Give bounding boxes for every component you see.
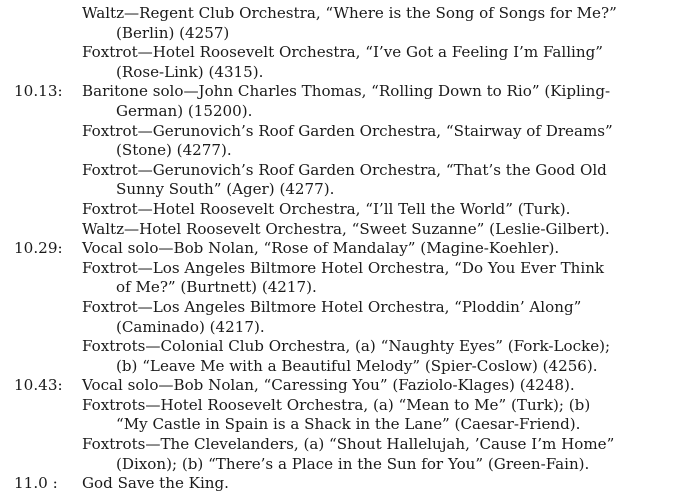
programme-entry (0, 161, 700, 200)
programme-entry (0, 435, 700, 474)
entry-line: Vocal solo—Bob Nolan, “Caressing You” (Faziolo-Klages) (4248). (82, 376, 575, 395)
entry-line: Foxtrot—Gerunovich’s Roof Garden Orchestra, “That’s the Good Old (82, 160, 607, 179)
entry-line: Foxtrot—Gerunovich’s Roof Garden Orchestra, “Stairway of Dreams” (82, 121, 613, 140)
time-stamp: 11.0 : (14, 474, 58, 493)
programme-listing (0, 4, 700, 494)
entry-line: (b) “Leave Me with a Beautiful Melody” (Spier-Coslow) (4256). (116, 356, 598, 375)
entry-line: God Save the King. (82, 474, 229, 493)
programme-entry (0, 376, 700, 396)
entry-line: Waltz—Regent Club Orchestra, “Where is the Song of Songs for Me?” (82, 4, 617, 22)
programme-entry (0, 259, 700, 298)
entry-line: of Me?” (Burtnett) (4217). (116, 278, 317, 297)
programme-entry (0, 298, 700, 337)
programme-entry (0, 239, 700, 259)
entry-line: Foxtrots—The Clevelanders, (a) “Shout Hallelujah, ’Cause I’m Home” (82, 435, 615, 454)
time-stamp: 10.43: (14, 376, 63, 395)
entry-line: Sunny South” (Ager) (4277). (116, 180, 335, 199)
entry-line: (Berlin) (4257) (116, 23, 230, 42)
entry-line: Foxtrots—Hotel Roosevelt Orchestra, (a) “Mean to Me” (Turk); (b) (82, 395, 591, 414)
entry-line: (Rose-Link) (4315). (116, 62, 264, 81)
programme-entry (0, 220, 700, 240)
programme-entry (0, 474, 700, 494)
entry-line: Foxtrot—Los Angeles Biltmore Hotel Orchestra, “Ploddin’ Along” (82, 297, 582, 316)
time-stamp: 10.13: (14, 82, 63, 101)
entry-line: (Caminado) (4217). (116, 317, 265, 336)
entry-line: (Dixon); (b) “There’s a Place in the Sun for You” (Green-Fain). (116, 454, 590, 473)
entry-line: Baritone solo—John Charles Thomas, “Rolling Down to Rio” (Kipling- (82, 82, 611, 101)
programme-entry (0, 82, 700, 121)
entry-line: Foxtrots—Colonial Club Orchestra, (a) “Naughty Eyes” (Fork-Locke); (82, 337, 611, 356)
entry-line: “My Castle in Spain is a Shack in the Lane” (Caesar-Friend). (116, 415, 581, 434)
time-stamp: 10.29: (14, 239, 63, 258)
entry-line: German) (15200). (116, 101, 253, 120)
entry-line: Foxtrot—Los Angeles Biltmore Hotel Orchestra, “Do You Ever Think (82, 258, 605, 277)
entry-line: (Stone) (4277). (116, 141, 232, 160)
entry-line: Foxtrot—Hotel Roosevelt Orchestra, “I’ve Got a Feeling I’m Falling” (82, 43, 603, 62)
entry-line: Vocal solo—Bob Nolan, “Rose of Mandalay” (Magine-Koehler). (82, 239, 560, 258)
entry-line: Waltz—Hotel Roosevelt Orchestra, “Sweet Suzanne” (Leslie-Gilbert). (82, 219, 610, 238)
programme-entry (0, 122, 700, 161)
programme-entry (0, 200, 700, 220)
programme-entry (0, 396, 700, 435)
programme-entry (0, 337, 700, 376)
programme-entry (0, 4, 700, 43)
entry-line: Foxtrot—Hotel Roosevelt Orchestra, “I’ll Tell the World” (Turk). (82, 199, 571, 218)
programme-entry (0, 43, 700, 82)
